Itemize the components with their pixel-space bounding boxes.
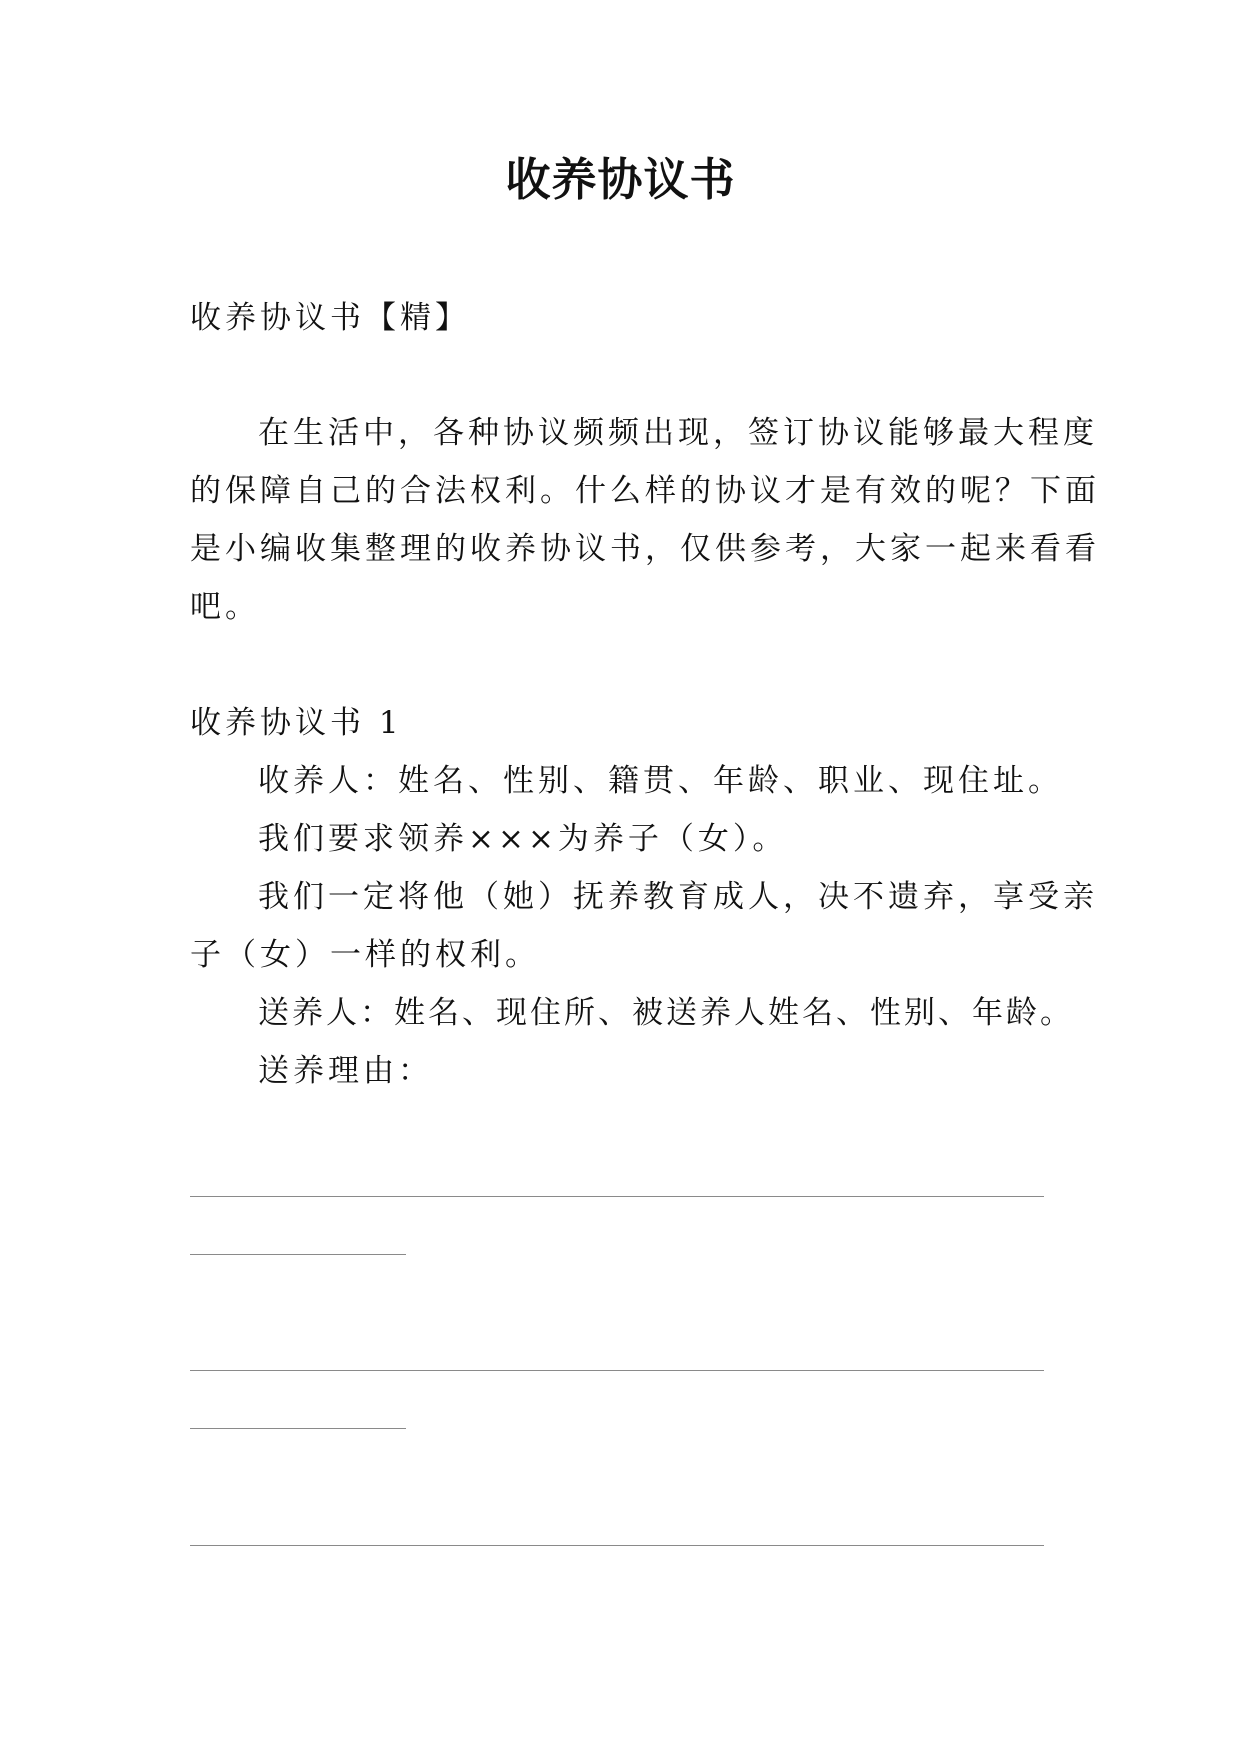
body-line-5: 送养人：姓名、现住所、被送养人姓名、性别、年龄。 <box>258 995 1074 1031</box>
intro-line-4: 吧。 <box>190 589 260 625</box>
body-line-1: 收养人：姓名、性别、籍贯、年龄、职业、现住址。 <box>258 763 1063 799</box>
fill-in-line <box>190 1254 406 1255</box>
document-title: 收养协议书 <box>505 153 736 206</box>
fill-in-line <box>190 1545 1044 1546</box>
document-subtitle: 收养协议书【精】 <box>190 300 470 336</box>
fill-in-line <box>190 1196 1044 1197</box>
intro-line-2: 的保障自己的合法权利。什么样的协议才是有效的呢？下面 <box>190 473 1100 509</box>
body-line-2: 我们要求领养×××为养子（女）。 <box>258 821 788 857</box>
body-line-4: 子（女）一样的权利。 <box>190 937 540 973</box>
body-line-6: 送养理由： <box>258 1053 433 1089</box>
intro-line-3: 是小编收集整理的收养协议书，仅供参考，大家一起来看看 <box>190 531 1100 567</box>
body-line-3: 我们一定将他（她）抚养教育成人，决不遗弃，享受亲 <box>258 879 1098 915</box>
fill-in-line <box>190 1370 1044 1371</box>
section-heading: 收养协议书 1 <box>190 705 403 741</box>
fill-in-line <box>190 1428 406 1429</box>
intro-line-1: 在生活中，各种协议频频出现，签订协议能够最大程度 <box>258 415 1098 451</box>
